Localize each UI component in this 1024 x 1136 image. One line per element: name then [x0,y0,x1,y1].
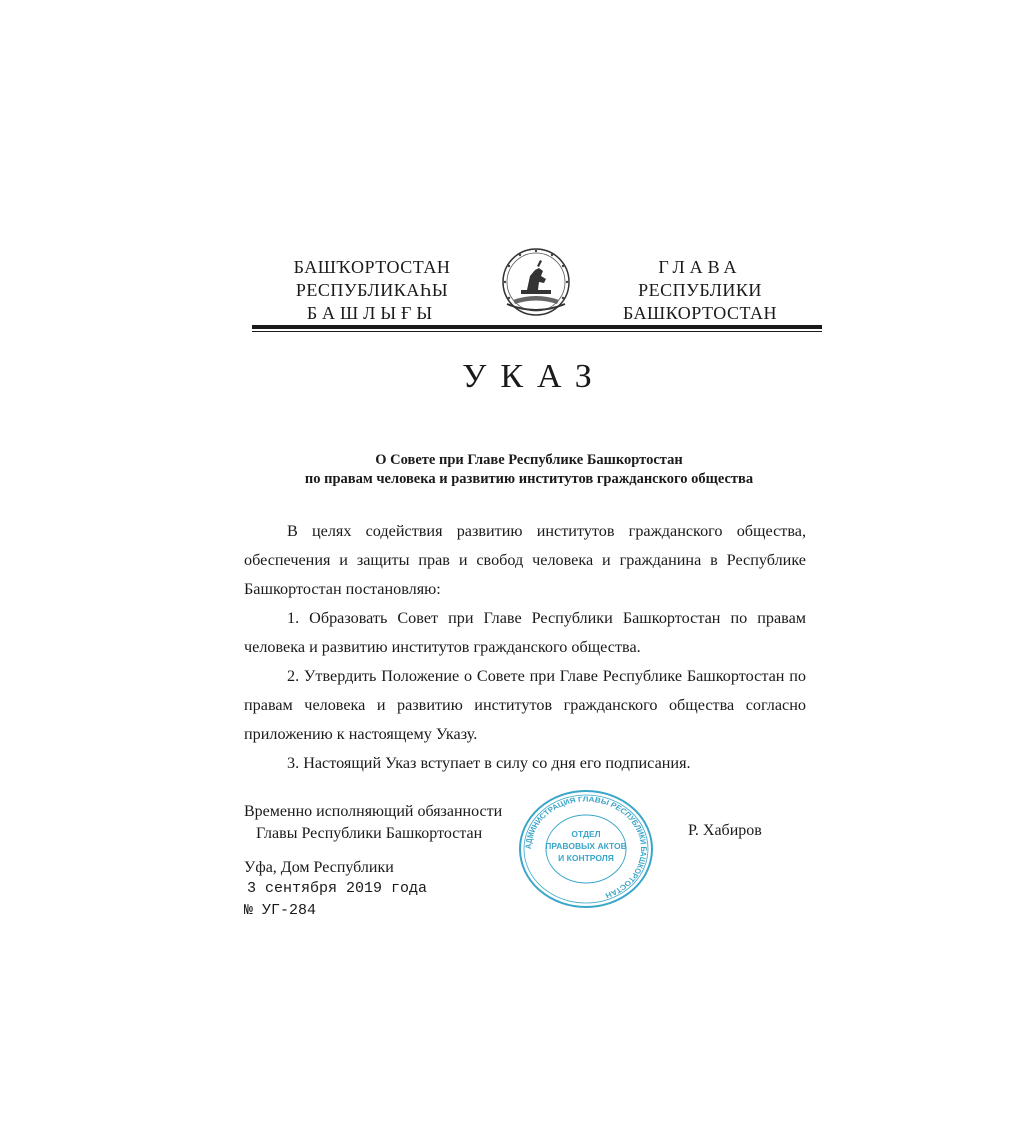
stamp-center-line1: ОТДЕЛ [571,829,601,839]
subject-line1: О Совете при Главе Республике Башкортостан [375,452,683,468]
issue-place: Уфа, Дом Республики [244,859,394,876]
document-subject [244,451,814,489]
header-divider-thick [252,325,822,329]
header-bashkir-title [284,256,460,325]
stamp-ring-text: АДМИНИСТРАЦИЯ ГЛАВЫ РЕСПУБЛИКИ БАШКОРТОСТАН [523,795,649,900]
header-russian-line3: БАШКОРТОСТАН [622,303,778,323]
document-type-title: УКАЗ [462,358,606,395]
signer-position-line1: Временно исполняющий обязанности [244,803,503,820]
body-paragraph-item-2: 2. Утвердить Положение о Совете при Главе Республике Башкортостан по правам человека и развитию институтов гражданского общества согласно приложению к настоящему Указу. [244,667,806,743]
stamp-center-line2: ПРАВОВЫХ АКТОВ [545,841,627,851]
document-number: № УГ-284 [244,902,317,919]
stamp-center-text [513,828,659,864]
signer-name: Р. Хабиров [688,822,762,839]
bashkortostan-coat-of-arms-icon [497,246,575,318]
stamp-center-line3: И КОНТРОЛЯ [558,853,614,863]
signer-position-line2: Главы Республики Башкортостан [256,825,483,842]
body-paragraph-item-3: 3. Настоящий Указ вступает в силу со дня его подписания. [287,754,691,772]
header-russian-title [614,256,786,325]
header-russian-line1: ГЛАВА [658,257,742,277]
header-bashkir-line1: БАШҠОРТОСТАН [293,257,451,277]
issue-date: 3 сентября 2019 года [247,880,428,897]
subject-line2: по правам человека и развитию институтов гражданского общества [304,471,754,487]
header-russian-line2: РЕСПУБЛИКИ [638,280,762,300]
signer-position [244,801,502,845]
header-bashkir-line3: БАШЛЫҒЫ [306,303,438,323]
header-divider-thin [252,331,822,332]
body-paragraph-item-1: 1. Образовать Совет при Главе Республики Башкортостан по правам человека и развитию институтов гражданского общества. [244,609,806,656]
header-bashkir-line2: РЕСПУБЛИКАҺЫ [295,280,449,300]
document-body [244,517,806,778]
body-paragraph-preamble: В целях содействия развитию институтов гражданского общества, обеспечения и защиты прав и свобод человека и гражданина в Республике Башкортостан постановляю: [244,522,806,598]
